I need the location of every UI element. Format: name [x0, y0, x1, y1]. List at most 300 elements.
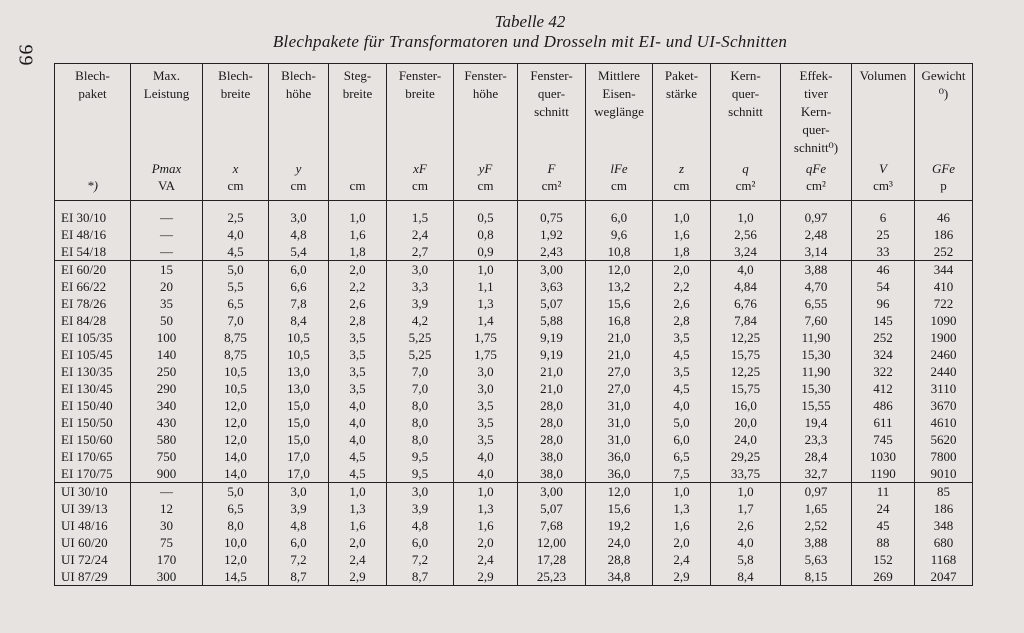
table-row — [55, 534, 973, 551]
table-cell: 8,7 — [269, 568, 329, 586]
table-cell: 12,0 — [586, 483, 653, 501]
table-cell: 3,00 — [518, 261, 586, 279]
column-unit: cm — [412, 178, 428, 193]
table-cell: 1,0 — [454, 483, 518, 501]
table-cell: 5,25 — [387, 329, 454, 346]
table-cell: 5,07 — [518, 500, 586, 517]
table-cell: 6,0 — [653, 431, 711, 448]
table-cell: 3,5 — [329, 329, 387, 346]
table-cell: 2,0 — [454, 534, 518, 551]
table-cell: 8,0 — [387, 414, 454, 431]
core-name-cell: EI 54/18 — [55, 243, 131, 261]
table-cell: 5,5 — [203, 278, 269, 295]
table-cell: 28,0 — [518, 431, 586, 448]
column-symbol: V — [879, 161, 887, 176]
core-name-cell: UI 39/13 — [55, 500, 131, 517]
column-symbol-unit — [55, 157, 131, 201]
table-cell: 745 — [852, 431, 915, 448]
table-cell: 4,8 — [387, 517, 454, 534]
table-cell: 1,92 — [518, 226, 586, 243]
table-cell: 0,8 — [454, 226, 518, 243]
table-cell: 1090 — [915, 312, 973, 329]
table-cell: 14,0 — [203, 448, 269, 465]
table-row — [55, 380, 973, 397]
column-symbol: lFe — [610, 161, 628, 176]
table-cell: 15,0 — [269, 431, 329, 448]
table-cell: 2440 — [915, 363, 973, 380]
table-cell: 3,5 — [329, 346, 387, 363]
table-cell: 1,0 — [711, 483, 781, 501]
table-cell: 3,5 — [454, 414, 518, 431]
column-symbol-unit — [269, 157, 329, 201]
table-cell: 3,9 — [387, 295, 454, 312]
column-symbol: *) — [87, 178, 98, 193]
table-cell: 340 — [131, 397, 203, 414]
table-cell: 4,0 — [653, 397, 711, 414]
table-cell: 3,5 — [454, 397, 518, 414]
table-cell: 2,4 — [387, 226, 454, 243]
table-cell: 580 — [131, 431, 203, 448]
table-cell: 36,0 — [586, 465, 653, 483]
table-cell: 15,6 — [586, 295, 653, 312]
table-cell: 410 — [915, 278, 973, 295]
table-row — [55, 568, 973, 586]
table-cell: 2460 — [915, 346, 973, 363]
table-cell: 17,0 — [269, 465, 329, 483]
table-cell: 7,5 — [653, 465, 711, 483]
table-cell: 6,0 — [269, 261, 329, 279]
table-cell: 430 — [131, 414, 203, 431]
core-name-cell: EI 105/45 — [55, 346, 131, 363]
table-cell: 11,90 — [781, 329, 852, 346]
table-cell: 2,56 — [711, 226, 781, 243]
table-cell: 3,0 — [387, 483, 454, 501]
column-header: Blech- breite — [203, 64, 269, 158]
table-cell: 2,6 — [329, 295, 387, 312]
table-cell: 2,0 — [653, 534, 711, 551]
table-cell: 45 — [852, 517, 915, 534]
table-cell: 1,75 — [454, 329, 518, 346]
table-cell: — — [131, 201, 203, 227]
table-cell: 1,0 — [454, 261, 518, 279]
column-symbol: GFe — [931, 161, 956, 176]
column-header: Paket- stärke — [653, 64, 711, 158]
table-cell: 16,0 — [711, 397, 781, 414]
table-cell: 8,0 — [203, 517, 269, 534]
core-name-cell: EI 48/16 — [55, 226, 131, 243]
table-cell: 5,88 — [518, 312, 586, 329]
table-cell: 4,8 — [269, 517, 329, 534]
table-cell: 28,0 — [518, 414, 586, 431]
table-cell: 35 — [131, 295, 203, 312]
table-row — [55, 448, 973, 465]
table-cell: 38,0 — [518, 448, 586, 465]
column-unit: cm² — [735, 178, 756, 193]
table-cell: 3,9 — [387, 500, 454, 517]
core-name-cell: EI 66/22 — [55, 278, 131, 295]
table-cell: 20,0 — [711, 414, 781, 431]
table-row — [55, 500, 973, 517]
column-symbol-unit — [781, 157, 852, 201]
data-table — [54, 63, 973, 586]
column-unit: cm — [349, 178, 366, 193]
table-cell: 1,0 — [653, 483, 711, 501]
table-cell: 20 — [131, 278, 203, 295]
table-cell: 170 — [131, 551, 203, 568]
column-unit: cm — [673, 178, 690, 193]
table-cell: 46 — [915, 201, 973, 227]
table-cell: 6,55 — [781, 295, 852, 312]
table-cell: 19,2 — [586, 517, 653, 534]
table-cell: 2,5 — [203, 201, 269, 227]
table-cell: 6,76 — [711, 295, 781, 312]
table-row — [55, 243, 973, 261]
table-cell: 8,0 — [387, 397, 454, 414]
table-row — [55, 363, 973, 380]
table-cell: 1,3 — [329, 500, 387, 517]
table-cell: 14,5 — [203, 568, 269, 586]
table-cell: 5,8 — [711, 551, 781, 568]
table-cell: 21,0 — [586, 346, 653, 363]
table-cell: 1190 — [852, 465, 915, 483]
table-cell: 25,23 — [518, 568, 586, 586]
table-cell: 10,5 — [203, 363, 269, 380]
table-label: Tabelle 42 — [494, 12, 566, 31]
table-cell: 2,48 — [781, 226, 852, 243]
table-cell: 8,75 — [203, 329, 269, 346]
table-cell: 0,97 — [781, 201, 852, 227]
table-cell: 4610 — [915, 414, 973, 431]
table-cell: 12,00 — [518, 534, 586, 551]
table-cell: 4,0 — [454, 465, 518, 483]
table-cell: 4,5 — [653, 380, 711, 397]
column-symbol-unit — [653, 157, 711, 201]
table-cell: 4,2 — [387, 312, 454, 329]
column-unit: cm — [611, 178, 627, 193]
table-cell: 2,4 — [454, 551, 518, 568]
table-cell: 1,8 — [653, 243, 711, 261]
table-cell: 3,0 — [269, 483, 329, 501]
table-cell: 12,25 — [711, 329, 781, 346]
core-name-cell: UI 48/16 — [55, 517, 131, 534]
table-cell: 7,0 — [203, 312, 269, 329]
table-cell: 0,9 — [454, 243, 518, 261]
table-cell: 3670 — [915, 397, 973, 414]
column-header: Gewicht ⁰) — [915, 64, 973, 158]
table-cell: 88 — [852, 534, 915, 551]
table-cell: 16,8 — [586, 312, 653, 329]
table-cell: — — [131, 226, 203, 243]
table-cell: 7,84 — [711, 312, 781, 329]
table-cell: 15,55 — [781, 397, 852, 414]
table-cell: 3,00 — [518, 483, 586, 501]
core-name-cell: EI 30/10 — [55, 201, 131, 227]
table-cell: 12,0 — [203, 397, 269, 414]
table-cell: 6,0 — [387, 534, 454, 551]
core-name-cell: UI 60/20 — [55, 534, 131, 551]
core-name-cell: EI 170/65 — [55, 448, 131, 465]
table-cell: 2,52 — [781, 517, 852, 534]
table-cell: 0,97 — [781, 483, 852, 501]
table-cell: 13,2 — [586, 278, 653, 295]
table-cell: 4,5 — [203, 243, 269, 261]
table-row — [55, 312, 973, 329]
table-cell: 46 — [852, 261, 915, 279]
table-cell: 27,0 — [586, 363, 653, 380]
table-cell: 12,0 — [586, 261, 653, 279]
table-row — [55, 397, 973, 414]
core-name-cell: EI 150/60 — [55, 431, 131, 448]
table-row — [55, 201, 973, 227]
table-cell: 250 — [131, 363, 203, 380]
table-cell: 2,4 — [653, 551, 711, 568]
column-symbol: y — [295, 161, 302, 176]
table-cell: 36,0 — [586, 448, 653, 465]
column-symbol-unit — [387, 157, 454, 201]
table-cell: 252 — [915, 243, 973, 261]
table-cell: 3,5 — [454, 431, 518, 448]
table-row — [55, 517, 973, 534]
table-cell: 252 — [852, 329, 915, 346]
column-unit: p — [940, 178, 947, 193]
table-cell: 269 — [852, 568, 915, 586]
table-cell: 2,6 — [711, 517, 781, 534]
table-cell: 2,2 — [653, 278, 711, 295]
table-cell: 9,5 — [387, 465, 454, 483]
table-cell: 3,5 — [653, 329, 711, 346]
table-cell: 14,0 — [203, 465, 269, 483]
table-cell: 3,9 — [269, 500, 329, 517]
column-symbol-unit — [203, 157, 269, 201]
table-row — [55, 431, 973, 448]
table-cell: 0,5 — [454, 201, 518, 227]
column-header: Volumen — [852, 64, 915, 158]
table-cell: 8,15 — [781, 568, 852, 586]
table-cell: 4,0 — [454, 448, 518, 465]
table-cell: 30 — [131, 517, 203, 534]
table-cell: 412 — [852, 380, 915, 397]
table-cell: 1,0 — [329, 483, 387, 501]
core-name-cell: EI 78/26 — [55, 295, 131, 312]
table-cell: 28,8 — [586, 551, 653, 568]
table-cell: 6,0 — [586, 201, 653, 227]
table-cell: 31,0 — [586, 431, 653, 448]
table-cell: 12,0 — [203, 414, 269, 431]
column-header: Fenster- breite — [387, 64, 454, 158]
table-cell: 4,0 — [203, 226, 269, 243]
core-name-cell: EI 150/50 — [55, 414, 131, 431]
table-cell: 2,43 — [518, 243, 586, 261]
table-cell: 6,5 — [203, 500, 269, 517]
table-row — [55, 295, 973, 312]
table-cell: 1,7 — [711, 500, 781, 517]
table-cell: 8,4 — [711, 568, 781, 586]
table-cell: 50 — [131, 312, 203, 329]
table-cell: 2,9 — [653, 568, 711, 586]
table-cell: 38,0 — [518, 465, 586, 483]
table-cell: 15,0 — [269, 414, 329, 431]
table-cell: 152 — [852, 551, 915, 568]
table-cell: 2,9 — [454, 568, 518, 586]
table-cell: 1,6 — [329, 517, 387, 534]
column-symbol-unit — [711, 157, 781, 201]
table-cell: 8,0 — [387, 431, 454, 448]
table-cell: 12,0 — [203, 431, 269, 448]
table-cell: 1,6 — [329, 226, 387, 243]
column-symbol-unit — [915, 157, 973, 201]
table-cell: 8,75 — [203, 346, 269, 363]
column-symbol-unit — [329, 157, 387, 201]
table-cell: 25 — [852, 226, 915, 243]
table-cell: 15,6 — [586, 500, 653, 517]
table-cell: 4,0 — [329, 431, 387, 448]
table-cell: 1030 — [852, 448, 915, 465]
table-cell: 4,70 — [781, 278, 852, 295]
table-cell: 17,0 — [269, 448, 329, 465]
table-cell: 13,0 — [269, 380, 329, 397]
table-cell: 3,88 — [781, 261, 852, 279]
table-cell: 23,3 — [781, 431, 852, 448]
column-unit: VA — [157, 178, 176, 193]
core-name-cell: EI 60/20 — [55, 261, 131, 279]
table-cell: 3,0 — [387, 261, 454, 279]
table-row — [55, 226, 973, 243]
table-cell: 21,0 — [586, 329, 653, 346]
table-cell: 6 — [852, 201, 915, 227]
table-cell: 5620 — [915, 431, 973, 448]
table-cell: 15,75 — [711, 380, 781, 397]
table-cell: 12,0 — [203, 551, 269, 568]
column-symbol: z — [678, 161, 685, 176]
table-cell: 2,7 — [387, 243, 454, 261]
table-cell: 28,0 — [518, 397, 586, 414]
table-cell: 5,07 — [518, 295, 586, 312]
table-cell: 7,8 — [269, 295, 329, 312]
table-cell: 1,6 — [653, 517, 711, 534]
table-cell: 1,0 — [711, 201, 781, 227]
core-name-cell: EI 130/45 — [55, 380, 131, 397]
table-cell: 24 — [852, 500, 915, 517]
table-cell: 1,6 — [653, 226, 711, 243]
column-unit: cm — [477, 178, 494, 193]
table-row — [55, 414, 973, 431]
table-cell: 5,0 — [203, 483, 269, 501]
table-cell: 34,8 — [586, 568, 653, 586]
table-cell: 750 — [131, 448, 203, 465]
column-header: Fenster- quer- schnitt — [518, 64, 586, 158]
table-cell: 3,3 — [387, 278, 454, 295]
column-symbol-unit — [131, 157, 203, 201]
column-symbol: x — [232, 161, 239, 176]
table-cell: 680 — [915, 534, 973, 551]
table-cell: 32,7 — [781, 465, 852, 483]
table-row — [55, 465, 973, 483]
table-cell: 722 — [915, 295, 973, 312]
table-cell: 486 — [852, 397, 915, 414]
column-symbol-unit — [586, 157, 653, 201]
table-cell: 2,9 — [329, 568, 387, 586]
table-cell: 0,75 — [518, 201, 586, 227]
table-cell: 348 — [915, 517, 973, 534]
table-cell: 2,6 — [653, 295, 711, 312]
table-cell: 1,3 — [454, 500, 518, 517]
table-cell: 17,28 — [518, 551, 586, 568]
column-unit: cm — [290, 178, 307, 193]
table-cell: 10,8 — [586, 243, 653, 261]
table-cell: 13,0 — [269, 363, 329, 380]
table-cell: 4,5 — [329, 448, 387, 465]
table-cell: 21,0 — [518, 363, 586, 380]
table-row — [55, 551, 973, 568]
table-cell: 4,0 — [711, 534, 781, 551]
table-cell: 2,2 — [329, 278, 387, 295]
table-cell: 1,6 — [454, 517, 518, 534]
table-cell: 9,5 — [387, 448, 454, 465]
table-cell: — — [131, 243, 203, 261]
table-cell: 7,2 — [269, 551, 329, 568]
table-cell: 344 — [915, 261, 973, 279]
column-header: Blech- höhe — [269, 64, 329, 158]
column-unit: cm³ — [873, 178, 893, 193]
table-cell: 324 — [852, 346, 915, 363]
table-cell: 10,0 — [203, 534, 269, 551]
table-cell: 4,0 — [329, 397, 387, 414]
table-cell: 19,4 — [781, 414, 852, 431]
core-name-cell: EI 170/75 — [55, 465, 131, 483]
table-cell: 21,0 — [518, 380, 586, 397]
table-cell: 31,0 — [586, 397, 653, 414]
column-header: Steg- breite — [329, 64, 387, 158]
page-number: 99 — [14, 44, 37, 67]
column-header: Mittlere Eisen- weglänge — [586, 64, 653, 158]
table-cell: 7800 — [915, 448, 973, 465]
table-cell: 28,4 — [781, 448, 852, 465]
table-cell: 33 — [852, 243, 915, 261]
table-cell: 96 — [852, 295, 915, 312]
table-cell: 9,19 — [518, 329, 586, 346]
table-cell: 3,14 — [781, 243, 852, 261]
table-cell: 29,25 — [711, 448, 781, 465]
table-cell: 31,0 — [586, 414, 653, 431]
table-cell: 6,6 — [269, 278, 329, 295]
table-cell: 5,63 — [781, 551, 852, 568]
table-cell: 27,0 — [586, 380, 653, 397]
table-cell: 7,0 — [387, 380, 454, 397]
column-symbol: xF — [413, 161, 427, 176]
column-header: Effek- tiver Kern- quer- schnitt⁰) — [781, 64, 852, 158]
table-cell: 7,60 — [781, 312, 852, 329]
table-cell: 85 — [915, 483, 973, 501]
column-unit: cm — [227, 178, 244, 193]
table-cell: 11 — [852, 483, 915, 501]
table-cell: 7,68 — [518, 517, 586, 534]
table-cell: 12,25 — [711, 363, 781, 380]
table-cell: — — [131, 483, 203, 501]
table-cell: 5,4 — [269, 243, 329, 261]
table-title: Blechpakete für Transformatoren und Drosseln mit EI- und UI-Schnitten — [272, 32, 788, 51]
table-cell: 3,0 — [269, 201, 329, 227]
table-cell: 300 — [131, 568, 203, 586]
table-cell: 145 — [852, 312, 915, 329]
column-header: Max. Leistung — [131, 64, 203, 158]
column-symbol: F — [547, 161, 556, 176]
table-cell: 3,5 — [653, 363, 711, 380]
table-cell: 3,5 — [329, 380, 387, 397]
table-cell: 2,8 — [653, 312, 711, 329]
table-cell: 15,75 — [711, 346, 781, 363]
table-cell: 1,0 — [329, 201, 387, 227]
table-cell: 2,0 — [653, 261, 711, 279]
